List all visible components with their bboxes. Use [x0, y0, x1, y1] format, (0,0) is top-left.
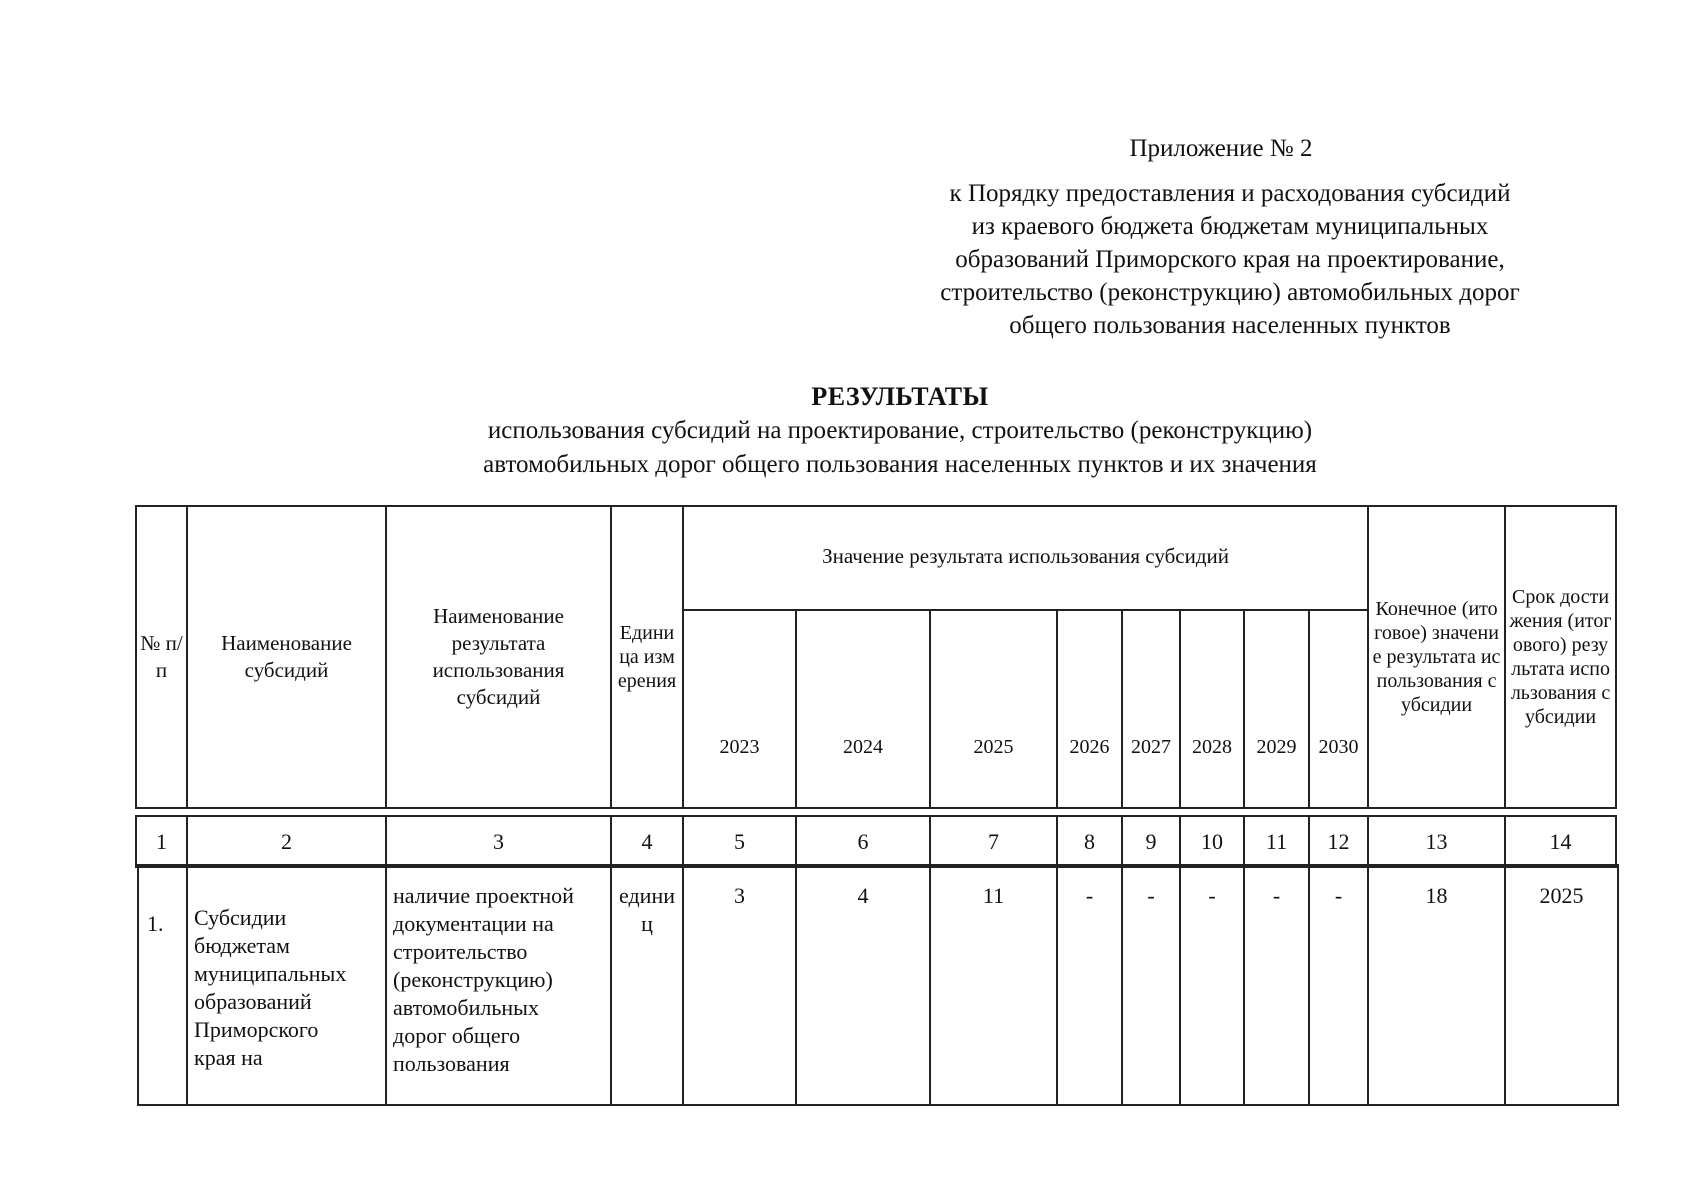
column-numbers-row [135, 815, 1617, 868]
header-year: 2025 [930, 610, 1057, 808]
row-subsidy-name: Субсидии бюджетам муниципальных образований Приморского края на [187, 865, 386, 1105]
row-final-value: 18 [1368, 865, 1505, 1105]
header-year: 2024 [796, 610, 930, 808]
header-deadline: Срок достижения (итогового) результата использования субсидии [1505, 506, 1616, 808]
row-value: 3 [683, 865, 796, 1105]
column-number: 3 [386, 816, 611, 867]
column-number: 12 [1309, 816, 1368, 867]
column-number: 14 [1505, 816, 1616, 867]
row-value: - [1309, 865, 1368, 1105]
row-value: - [1244, 865, 1309, 1105]
header-subsidy-name: Наименование субсидий [187, 506, 386, 808]
document-subtitle: использования субсидий на проектирование, строительство (реконструкцию) автомобильных дорог общего пользования населенных пунктов и их значения [483, 417, 1317, 478]
column-number: 1 [136, 816, 187, 867]
column-number: 5 [683, 816, 796, 867]
header-year: 2023 [683, 610, 796, 808]
results-table-header [135, 505, 1617, 809]
row-value: 4 [796, 865, 930, 1105]
column-number: 13 [1368, 816, 1505, 867]
column-number: 8 [1057, 816, 1122, 867]
column-number: 2 [187, 816, 386, 867]
column-number: 11 [1244, 816, 1309, 867]
results-table-body [137, 864, 1619, 1106]
header-unit: Единица измерения [611, 506, 683, 808]
row-value: - [1122, 865, 1180, 1105]
header-result-name: Наименование результата использования субсидий [386, 506, 611, 808]
document-heading [0, 382, 1685, 482]
header-year: 2026 [1057, 610, 1122, 808]
header-year: 2029 [1244, 610, 1309, 808]
column-number: 7 [930, 816, 1057, 867]
header-final-value: Конечное (итоговое) значение результата использования субсидии [1368, 506, 1505, 808]
header-values-group: Значение результата использования субсидий [683, 506, 1368, 610]
column-number: 10 [1180, 816, 1244, 867]
row-unit: единиц [611, 865, 683, 1105]
row-value: 11 [930, 865, 1057, 1105]
appendix-block [880, 135, 1580, 342]
header-num: № п/п [136, 506, 187, 808]
column-number: 4 [611, 816, 683, 867]
header-year: 2030 [1309, 610, 1368, 808]
document-title: РЕЗУЛЬТАТЫ [811, 382, 989, 411]
row-result-name: наличие проектной документации на строительство (реконструкцию) автомобильных дорог общего пользования [386, 865, 611, 1105]
row-deadline: 2025 [1505, 865, 1618, 1105]
appendix-description: к Порядку предоставления и расходования субсидий из краевого бюджета бюджетам муниципальных образований Приморского края на проектирование, строительство (реконструкцию) автомобильных дорог общего пользования населенных пунктов [940, 180, 1520, 339]
column-number: 6 [796, 816, 930, 867]
row-value: - [1180, 865, 1244, 1105]
row-number: 1. [138, 865, 187, 1105]
appendix-number: Приложение № 2 [1129, 135, 1313, 162]
row-value: - [1057, 865, 1122, 1105]
column-number: 9 [1122, 816, 1180, 867]
header-year: 2027 [1122, 610, 1180, 808]
header-year: 2028 [1180, 610, 1244, 808]
table-row [138, 865, 1618, 1105]
